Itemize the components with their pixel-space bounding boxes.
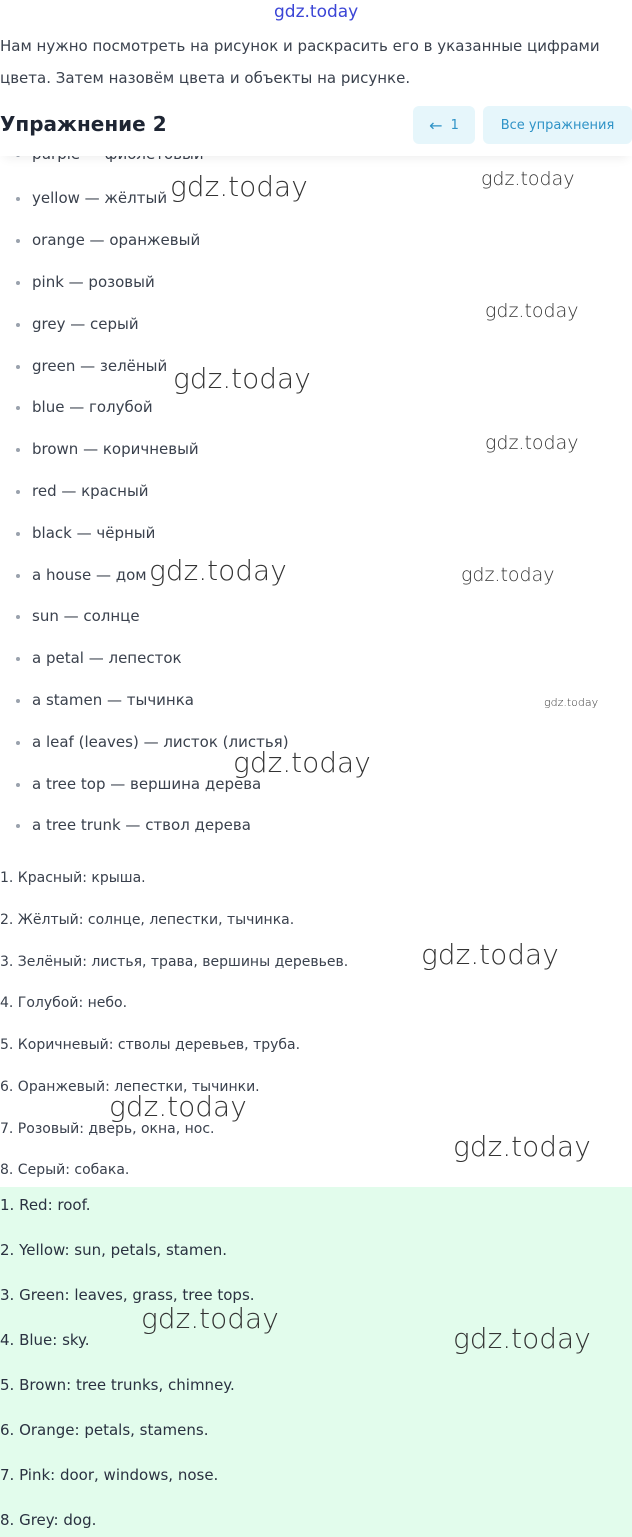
list-item: a house — дом — [16, 566, 147, 584]
bullet-icon — [16, 365, 20, 369]
list-item: 6. Оранжевый: лепестки, тычинки. — [0, 1079, 260, 1095]
watermark-text: gdz.today — [149, 554, 287, 587]
list-item: brown — коричневый — [16, 440, 199, 458]
bullet-icon — [16, 197, 20, 201]
list-item: a tree trunk — ствол дерева — [16, 816, 251, 834]
list-item: orange — оранжевый — [16, 231, 200, 249]
watermark-text: gdz.today — [485, 432, 579, 454]
bullet-icon — [16, 323, 20, 327]
list-item: 6. Orange: petals, stamens. — [0, 1421, 209, 1439]
bullet-icon — [16, 783, 20, 787]
list-item: pink — розовый — [16, 273, 155, 291]
watermark-text: gdz.today — [485, 300, 579, 322]
prev-exercise-button[interactable] — [413, 106, 475, 144]
bullet-icon — [16, 281, 20, 285]
list-item: a stamen — тычинка — [16, 691, 194, 709]
vocabulary-list — [0, 137, 632, 848]
list-item: 4. Голубой: небо. — [0, 995, 128, 1011]
site-watermark-link[interactable]: gdz.today — [274, 2, 359, 22]
exercise-intro-text: Нам нужно посмотреть на рисунок и раскрасить его в указанные цифрами цвета. Затем назовём цвета и объекты на рисунке. — [0, 37, 600, 87]
list-item: grey — серый — [16, 315, 139, 333]
list-item: 3. Green: leaves, grass, tree tops. — [0, 1286, 255, 1304]
bullet-icon — [16, 741, 20, 745]
bullet-icon — [16, 699, 20, 703]
list-item: yellow — жёлтый — [16, 189, 167, 207]
bullet-icon — [16, 448, 20, 452]
bullet-icon — [16, 574, 20, 578]
list-item: sun — солнце — [16, 607, 140, 625]
watermark-text: gdz.today — [109, 1090, 247, 1123]
bullet-icon — [16, 490, 20, 494]
list-item: 8. Серый: собака. — [0, 1162, 130, 1178]
watermark-text: gdz.today — [544, 696, 599, 709]
list-item: 5. Brown: tree trunks, chimney. — [0, 1376, 235, 1394]
list-item: 1. Красный: крыша. — [0, 870, 146, 886]
list-item: 2. Yellow: sun, petals, stamen. — [0, 1241, 227, 1259]
list-item: black — чёрный — [16, 524, 155, 542]
list-item: a tree top — вершина дерева — [16, 775, 261, 793]
bullet-icon — [16, 239, 20, 243]
list-item: blue — голубой — [16, 398, 153, 416]
watermark-text: gdz.today — [481, 168, 575, 190]
list-item: 2. Жёлтый: солнце, лепестки, тычинка. — [0, 912, 295, 928]
bullet-icon — [16, 824, 20, 828]
bullet-icon — [16, 657, 20, 661]
list-item: 5. Коричневый: стволы деревьев, труба. — [0, 1037, 301, 1053]
prev-exercise-label: 1 — [450, 117, 459, 133]
list-item: a petal — лепесток — [16, 649, 182, 667]
list-item: red — красный — [16, 482, 149, 500]
watermark-text: gdz.today — [461, 564, 555, 586]
list-item: green — зелёный — [16, 357, 167, 375]
bullet-icon — [16, 615, 20, 619]
list-item: a leaf (leaves) — листок (листья) — [16, 733, 289, 751]
list-item: 7. Pink: door, windows, nose. — [0, 1466, 219, 1484]
watermark-text: gdz.today — [421, 938, 559, 971]
exercise-header — [0, 100, 632, 156]
page-title: Упражнение 2 — [0, 112, 167, 136]
watermark-text: gdz.today — [141, 1302, 279, 1335]
watermark-text: gdz.today — [173, 362, 311, 395]
list-item: 7. Розовый: дверь, окна, нос. — [0, 1121, 215, 1137]
watermark-text: gdz.today — [233, 746, 371, 779]
translation-block — [0, 1187, 632, 1537]
list-item: 1. Red: roof. — [0, 1196, 91, 1214]
watermark-text: gdz.today — [170, 170, 308, 203]
list-item: 4. Blue: sky. — [0, 1331, 90, 1349]
all-exercises-button[interactable]: Все упражнения — [483, 106, 632, 144]
list-item: 3. Зелёный: листья, трава, вершины деревьев. — [0, 954, 349, 970]
watermark-text: gdz.today — [453, 1322, 591, 1355]
arrow-left-icon: ← — [429, 115, 443, 135]
bullet-icon — [16, 406, 20, 410]
list-item: 8. Grey: dog. — [0, 1511, 97, 1529]
watermark-text: gdz.today — [453, 1130, 591, 1163]
bullet-icon — [16, 532, 20, 536]
